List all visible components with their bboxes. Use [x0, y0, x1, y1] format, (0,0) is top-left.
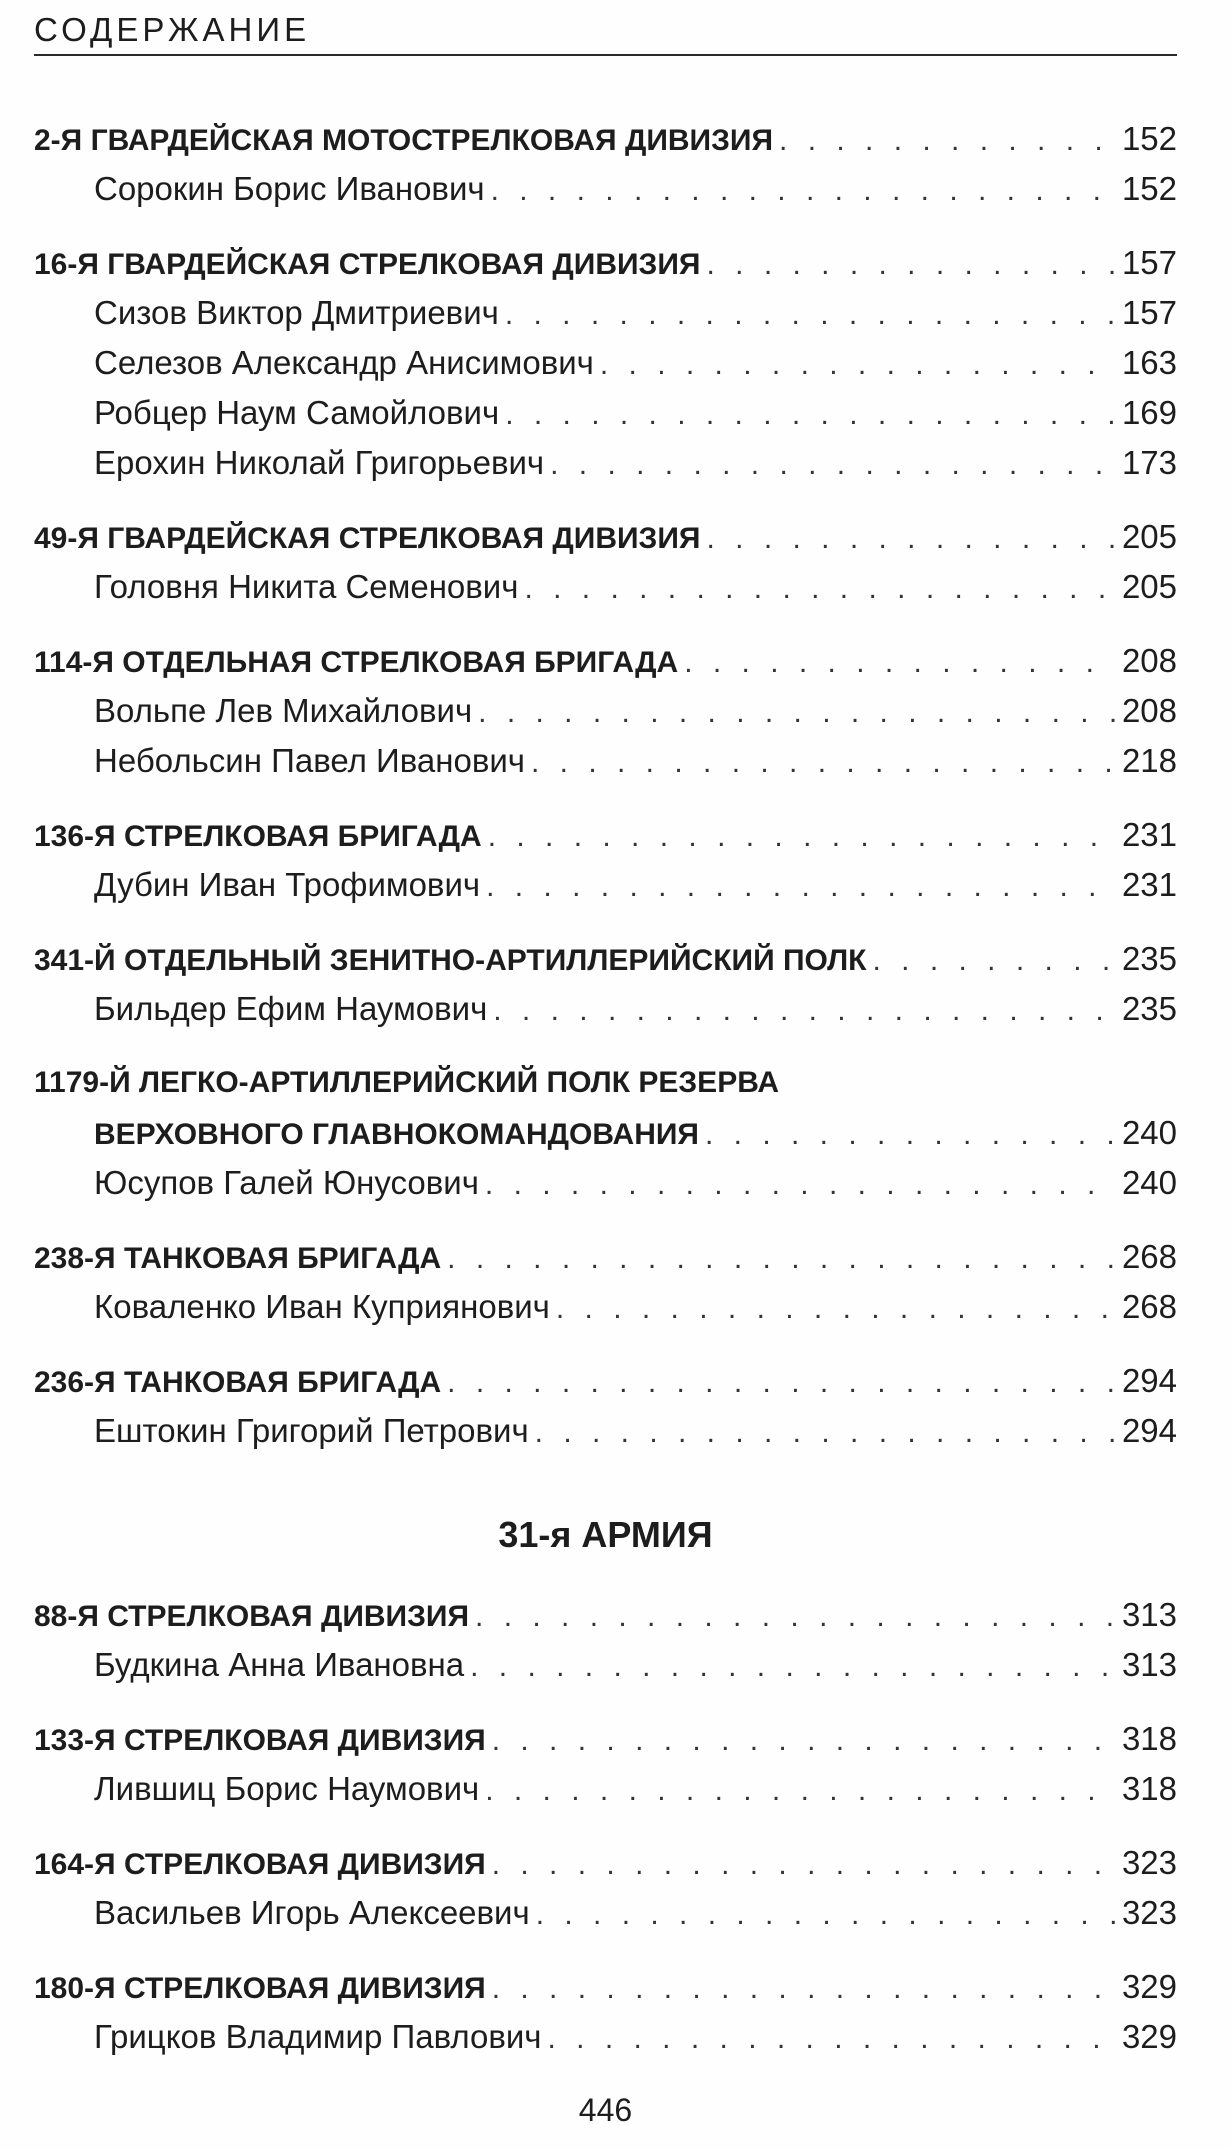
toc-unit-entry[interactable]: [34, 1232, 1177, 1282]
unit-title: 341-Й ОТДЕЛЬНЫЙ ЗЕНИТНО-АРТИЛЛЕРИЙСКИЙ ПОЛК: [34, 944, 867, 977]
toc-person-entry[interactable]: [94, 562, 1177, 612]
leader-dots: [531, 738, 1116, 788]
person-name: Юсупов Галей Юнусович: [94, 1164, 479, 1201]
toc-unit-entry[interactable]: [34, 512, 1177, 562]
toc-person-entry[interactable]: [94, 1888, 1177, 1938]
leader-dots: [493, 986, 1116, 1036]
toc-unit-entry[interactable]: [34, 1590, 1177, 1640]
page-number: 268: [1121, 1288, 1177, 1325]
page-number: 318: [1121, 1770, 1177, 1807]
toc-unit-entry[interactable]: [94, 1108, 1177, 1158]
page-number: 329: [1121, 2018, 1177, 2055]
page-number: 329: [1121, 1968, 1177, 2005]
leader-dots: [600, 340, 1116, 390]
unit-title: 88-Я СТРЕЛКОВАЯ ДИВИЗИЯ: [34, 1600, 470, 1633]
unit-title: 133-Я СТРЕЛКОВАЯ ДИВИЗИЯ: [34, 1724, 486, 1757]
leader-dots: [485, 1160, 1116, 1210]
unit-title: 236-Я ТАНКОВАЯ БРИГАДА: [34, 1366, 442, 1399]
page-number: 323: [1121, 1844, 1177, 1881]
unit-title: 114-Я ОТДЕЛЬНАЯ СТРЕЛКОВАЯ БРИГАДА: [34, 646, 679, 679]
page-number: 205: [1121, 568, 1177, 605]
page-number: 313: [1121, 1596, 1177, 1633]
toc-unit-entry[interactable]: [34, 238, 1177, 288]
running-header: СОДЕРЖАНИЕ: [34, 10, 1177, 56]
leader-dots: [873, 936, 1116, 986]
page-folio: 446: [578, 2092, 633, 2128]
leader-dots: [488, 812, 1116, 862]
toc-person-entry[interactable]: [94, 1282, 1177, 1332]
page-number: 152: [1121, 120, 1177, 157]
leader-dots: [505, 290, 1116, 340]
leader-dots: [536, 1890, 1116, 1940]
unit-title: 16-Я ГВАРДЕЙСКАЯ СТРЕЛКОВАЯ ДИВИЗИЯ: [34, 248, 701, 281]
page-number: 157: [1121, 294, 1177, 331]
page-number: 173: [1121, 444, 1177, 481]
leader-dots: [684, 638, 1116, 688]
leader-dots: [478, 688, 1116, 738]
person-name: Селезов Александр Анисимович: [94, 344, 594, 381]
toc-person-entry[interactable]: [94, 2012, 1177, 2062]
page-number: 231: [1121, 816, 1177, 853]
toc-unit-entry[interactable]: [34, 636, 1177, 686]
person-name: Грицков Владимир Павлович: [94, 2018, 542, 2055]
unit-title-line1[interactable]: 1179-Й ЛЕГКО-АРТИЛЛЕРИЙСКИЙ ПОЛК РЕЗЕРВА: [34, 1066, 780, 1099]
unit-title: 238-Я ТАНКОВАЯ БРИГАДА: [34, 1242, 442, 1275]
person-name: Ерохин Николай Григорьевич: [94, 444, 545, 481]
leader-dots: [706, 240, 1115, 290]
page-number: 163: [1121, 344, 1177, 381]
page-number: 231: [1121, 866, 1177, 903]
unit-title: 2-Я ГВАРДЕЙСКАЯ МОТОСТРЕЛКОВАЯ ДИВИЗИЯ: [34, 124, 774, 157]
leader-dots: [475, 1592, 1116, 1642]
leader-dots: [491, 166, 1116, 216]
person-name: Васильев Игорь Алексеевич: [94, 1894, 530, 1931]
page-number: 218: [1121, 742, 1177, 779]
leader-dots: [779, 116, 1116, 166]
leader-dots: [492, 1964, 1116, 2014]
leader-dots: [447, 1234, 1116, 1284]
toc-unit-entry[interactable]: [34, 1356, 1177, 1406]
toc-person-entry[interactable]: [94, 860, 1177, 910]
person-name: Лившиц Борис Наумович: [94, 1770, 480, 1807]
toc-person-entry[interactable]: [94, 338, 1177, 388]
leader-dots: [550, 440, 1116, 490]
leader-dots: [705, 1110, 1116, 1160]
toc-unit-entry[interactable]: [34, 1838, 1177, 1888]
person-name: Сизов Виктор Дмитриевич: [94, 294, 499, 331]
leader-dots: [548, 2014, 1116, 2064]
person-name: Ештокин Григорий Петрович: [94, 1412, 529, 1449]
person-name: Бильдер Ефим Наумович: [94, 990, 488, 1027]
leader-dots: [492, 1840, 1116, 1890]
page-number: 152: [1121, 170, 1177, 207]
army-heading: 31-я АРМИЯ: [498, 1514, 713, 1555]
toc-person-entry[interactable]: [94, 288, 1177, 338]
toc-person-entry[interactable]: [94, 1406, 1177, 1456]
toc-person-entry[interactable]: [94, 1764, 1177, 1814]
leader-dots: [524, 564, 1116, 614]
page-number: 294: [1121, 1362, 1177, 1399]
toc-unit-entry[interactable]: [34, 1714, 1177, 1764]
page-number: 240: [1121, 1114, 1177, 1151]
toc-person-entry[interactable]: [94, 1640, 1177, 1690]
page-number: 235: [1121, 990, 1177, 1027]
toc-person-entry[interactable]: [94, 438, 1177, 488]
leader-dots: [492, 1716, 1116, 1766]
person-name: Вольпе Лев Михайлович: [94, 692, 473, 729]
person-name: Сорокин Борис Иванович: [94, 170, 485, 207]
person-name: Дубин Иван Трофимович: [94, 866, 481, 903]
page-number: 240: [1121, 1164, 1177, 1201]
unit-title: 136-Я СТРЕЛКОВАЯ БРИГАДА: [34, 820, 482, 853]
person-name: Головня Никита Семенович: [94, 568, 519, 605]
toc-page: [34, 0, 1177, 2149]
page-number: 323: [1121, 1894, 1177, 1931]
toc-person-entry[interactable]: [94, 1158, 1177, 1208]
toc-unit-entry[interactable]: [34, 810, 1177, 860]
page-number: 208: [1121, 642, 1177, 679]
leader-dots: [706, 514, 1115, 564]
person-name: Будкина Анна Ивановна: [94, 1646, 465, 1683]
toc-person-entry[interactable]: [94, 164, 1177, 214]
unit-title: 49-Я ГВАРДЕЙСКАЯ СТРЕЛКОВАЯ ДИВИЗИЯ: [34, 522, 701, 555]
page-number: 313: [1121, 1646, 1177, 1683]
page-number: 157: [1121, 244, 1177, 281]
page-number: 205: [1121, 518, 1177, 555]
person-name: Коваленко Иван Куприянович: [94, 1288, 550, 1325]
person-name: Робцер Наум Самойлович: [94, 394, 500, 431]
unit-title-line2: ВЕРХОВНОГО ГЛАВНОКОМАНДОВАНИЯ: [94, 1118, 699, 1151]
page-number: 208: [1121, 692, 1177, 729]
page-number: 235: [1121, 940, 1177, 977]
page-number: 318: [1121, 1720, 1177, 1757]
leader-dots: [535, 1408, 1116, 1458]
person-name: Небольсин Павел Иванович: [94, 742, 525, 779]
toc-person-entry[interactable]: [94, 388, 1177, 438]
toc-unit-entry[interactable]: [34, 114, 1177, 164]
leader-dots: [447, 1358, 1116, 1408]
toc-person-entry[interactable]: [94, 686, 1177, 736]
unit-title: 164-Я СТРЕЛКОВАЯ ДИВИЗИЯ: [34, 1848, 486, 1881]
toc-unit-entry[interactable]: [34, 1962, 1177, 2012]
leader-dots: [485, 1766, 1116, 1816]
toc-person-entry[interactable]: [94, 984, 1177, 1034]
leader-dots: [486, 862, 1116, 912]
leader-dots: [505, 390, 1116, 440]
toc-person-entry[interactable]: [94, 736, 1177, 786]
page-number: 294: [1121, 1412, 1177, 1449]
page-number: 169: [1121, 394, 1177, 431]
unit-title: 180-Я СТРЕЛКОВАЯ ДИВИЗИЯ: [34, 1972, 486, 2005]
toc-unit-entry[interactable]: [34, 934, 1177, 984]
leader-dots: [470, 1642, 1116, 1692]
page-number: 268: [1121, 1238, 1177, 1275]
leader-dots: [556, 1284, 1116, 1334]
